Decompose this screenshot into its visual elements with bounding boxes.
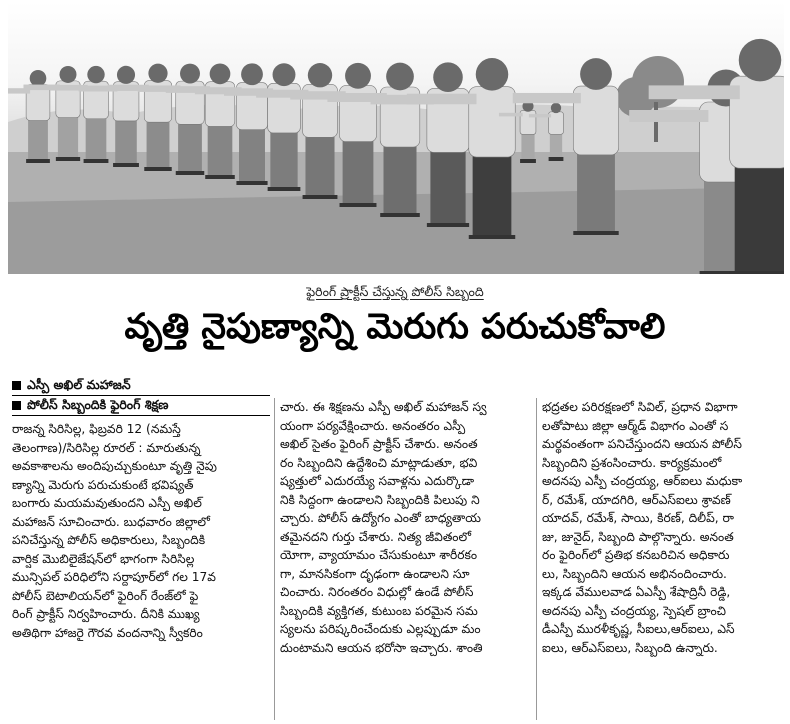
column-2-body bbox=[280, 398, 532, 657]
article-text-line: ష్యత్తులో ఎదురయ్యే సవాళ్లను ఎదుర్కొడా bbox=[280, 474, 475, 488]
article-text-line: అదనపు ఎస్పీ చంద్రయ్య, స్పెషల్ బ్రాంచి bbox=[542, 603, 726, 618]
article-text-line: డీఎస్పీ మురళీకృష్ణ, సీఐలు,ఆర్‌ఐలు, ఎస్ bbox=[542, 622, 735, 636]
article-text-line: తెలంగాణ)/సిరిసిల్ల రూరల్ : మారుతున్న bbox=[12, 440, 201, 455]
article-text-line: రాజన్న సిరిసిల్ల, ఫిబ్రవరి 12 (నమస్తే bbox=[12, 422, 181, 436]
article-text-line: సిబ్బందిని ప్రశంసించారు. కార్యక్రమంలో bbox=[542, 455, 722, 470]
bullet-item: పోలీస్ సిబ్బందికి ఫైరింగ్ శిక్షణ bbox=[12, 396, 270, 416]
article-text-line: అదనపు ఎస్పీ చంద్రయ్య, ఆర్‌ఐలు మధుకా bbox=[542, 474, 743, 488]
column-divider bbox=[274, 398, 275, 720]
article-text-line: చ్చారు. పోలీస్ ఉద్యోగం ఎంతో బాధ్యతాయ bbox=[280, 511, 481, 525]
article-text-line: మహాజన్ సూచించారు. బుధవారం జిల్లాలో bbox=[12, 514, 210, 529]
column-divider bbox=[536, 398, 537, 720]
article-text-line: యోగా, వ్యాయామం చేసుకుంటూ శారీరకం bbox=[280, 548, 478, 562]
article-text-line: దుంటామని ఆయన భరోసా ఇచ్చారు. శాంతి bbox=[280, 640, 483, 655]
article-text-line: అవకాశాలను అందిపుచ్చుకుంటూ వృత్తి నైపు bbox=[12, 459, 217, 473]
bullet-item: ఎస్పీ అఖిల్ మహాజన్ bbox=[12, 376, 270, 396]
article-text-line: పనిచేస్తున్న పోలీస్ అధికారులు, సిబ్బందికి bbox=[12, 533, 206, 547]
photo-caption: ఫైరింగ్ ప్రాక్టీస్ చేస్తున్న పోలీస్ సిబ్బంది bbox=[306, 284, 484, 299]
article-text-line: చించారు. నిరంతరం విధుల్లో ఉండే పోలీస్ bbox=[280, 585, 474, 599]
article-column-2 bbox=[280, 398, 532, 657]
article-text-line: రం ఫైరింగ్‌లో ప్రతిభ కనబరిచిన అధికారు bbox=[542, 548, 730, 562]
article-text-line: రింగ్ ప్రాక్టీస్ నిర్వహించారు. దీనికి ముఖ్య bbox=[12, 607, 200, 621]
article-text-line: జు, జునైద్, సిబ్బంది పాల్గొన్నారు. అనంత bbox=[542, 529, 734, 544]
article-photo bbox=[8, 2, 784, 274]
article-text-line: ణ్యాన్ని మెరుగు పరుచుకుంటే భవిష్యత్ bbox=[12, 477, 194, 492]
article-text-line: ఐలు, ఆర్‌ఎస్‌ఐలు, సిబ్బంది ఉన్నారు. bbox=[542, 640, 718, 655]
article-text-line: రం సిబ్బందిని ఉద్దేశించి మాట్లాడుతూ, భవి bbox=[280, 455, 478, 470]
article-text-line: స్యలను పరిష్కరించేందుకు ఎల్లప్పుడూ మం bbox=[280, 622, 481, 636]
article-text-line: భద్రతల పరిరక్షణలో సివిల్, ప్రధాన విభాగా bbox=[542, 400, 738, 414]
article-text-line: నికి సిద్ధంగా ఉండాలని సిబ్బందికి పిలుపు ని bbox=[280, 492, 480, 507]
article-text-line: యంగా పర్యవేక్షించారు. అనంతరం ఎస్పీ bbox=[280, 418, 466, 433]
article-text-line: తమైనదని గుర్తు చేశారు. నిత్య జీవితంలో bbox=[280, 529, 472, 544]
article-text-line: అతిథిగా హాజరై గౌరవ వందనాన్ని స్వీకరిం bbox=[12, 625, 203, 640]
article-text-line: యాదవ్, రమేశ్, సాయి, కిరణ్, దిలీప్, రా bbox=[542, 511, 734, 525]
article-text-line: ర్, రమేశ్, యాదగిరి, ఆర్‌ఎస్‌ఐలు శ్రావణ్ bbox=[542, 492, 731, 507]
article-text-line: వార్షిక మొబిలైజేషన్‌లో భాగంగా సిరిసిల్ల bbox=[12, 551, 195, 566]
article-text-line: లు, సిబ్బందిని ఆయన అభినందించారు. bbox=[542, 566, 727, 581]
article-text-line: గా, మానసికంగా దృఢంగా ఉండాలని సూ bbox=[280, 566, 470, 581]
bullet-square-icon bbox=[12, 401, 21, 410]
article-text-line: మర్థవంతంగా పనిచేస్తుందని ఆయన పోలీస్ bbox=[542, 437, 742, 451]
article-text-line: సిబ్బందికి వ్యక్తిగత, కుటుంబ పరమైన సమ bbox=[280, 603, 478, 618]
article-text-line: బంగారు మయమవుతుందని ఎస్పీ అఖిల్ bbox=[12, 496, 202, 510]
article-column-1 bbox=[12, 376, 270, 642]
column-1-body bbox=[12, 420, 270, 642]
bullet-square-icon bbox=[12, 381, 21, 390]
firing-practice-photo bbox=[8, 2, 784, 274]
article-text-line: చారు. ఈ శిక్షణను ఎస్పీ అఖిల్ మహాజన్ స్వ bbox=[280, 400, 487, 414]
article-column-3 bbox=[542, 398, 782, 657]
article-headline: వృత్తి నైపుణ్యాన్ని మెరుగు పరుచుకోవాలి bbox=[124, 307, 666, 347]
article-bullets bbox=[12, 376, 270, 416]
article-text-line: అఖిల్ సైతం ఫైరింగ్ ప్రాక్టీస్ చేశారు. అనంత bbox=[280, 437, 478, 451]
article-text-line: లతోపాటు జిల్లా ఆర్మ్‌డ్ విభాగం ఎంతో స bbox=[542, 418, 729, 433]
article-text-line: ఇక్కడ వేములవాడ ఏఎస్పీ శేషాద్రినీ రెడ్డి, bbox=[542, 585, 731, 599]
column-3-body bbox=[542, 398, 782, 657]
article-text-line: పోలీస్ బెటాలియన్‌లో ఫైరింగ్ రేంజ్‌లో ఫై bbox=[12, 588, 199, 603]
article-text-line: మున్సిపల్ పరిధిలోని సర్దాపూర్‌లో గల 17వ bbox=[12, 570, 216, 584]
